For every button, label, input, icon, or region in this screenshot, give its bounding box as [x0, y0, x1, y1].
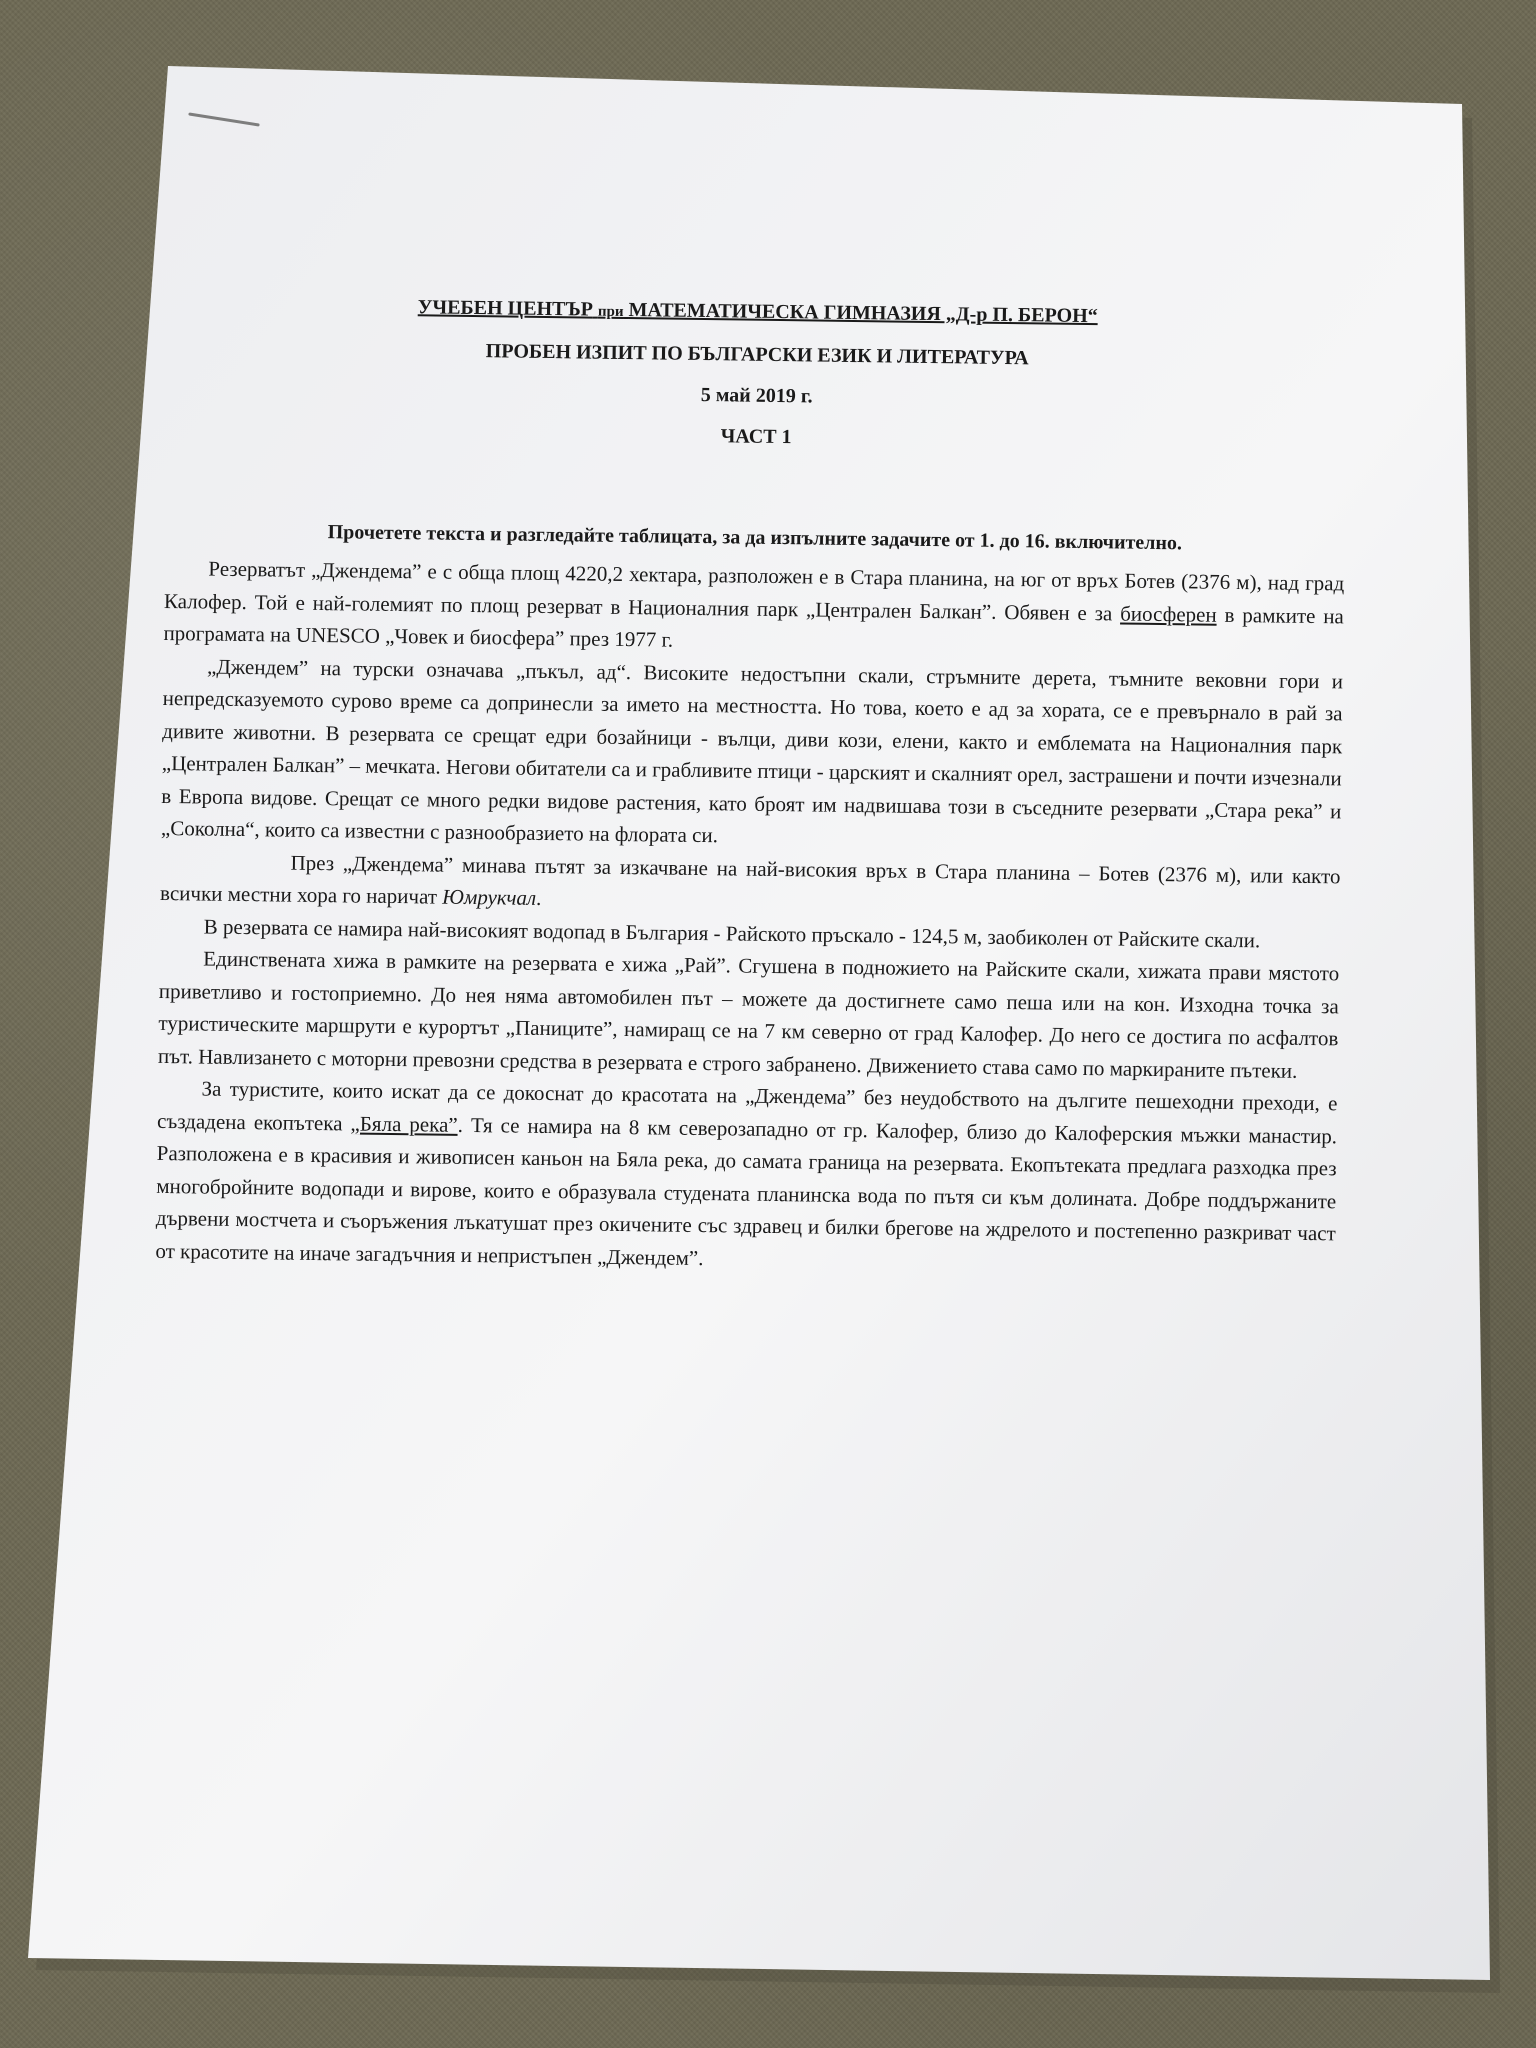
header-preposition: при — [597, 303, 624, 320]
instruction: Прочетете текста и разгледайте таблицата, за да изпълните задачите от 1. до 16. включително. — [327, 521, 1183, 555]
header-exam-title: ПРОБЕН ИЗПИТ ПО БЪЛГАРСКИ ЕЗИК И ЛИТЕРАТУРА — [485, 340, 1029, 370]
underlined-phrase: „Бяла река” — [350, 1110, 458, 1137]
italic-word: Юмрукчал — [442, 884, 537, 910]
paragraph-6-text-a: За туристите, които искат да се докоснат до красотата на „Джендема” без неудобството на дългите пешеходни преходи, е създадена екопътека — [156, 1076, 1338, 1135]
paragraph-2: „Джендем” на турски означава „пъкъл, ад“. Високите недостъпни скали, стръмните дерета, тъмните вековни гори и непредсказуемото сурово време са допринесли за името на местността. Но това, което е ад за хората, се е превърнало в рай за дивите животни. В резервата се срещат едри бозайници - вълци, диви кози, елени, както и емблемата на Националния парк „Централен Балкан” – мечката. Негови обитатели са и грабливите птици - царският и скалният орел, застрашени и почти изчезнали в Европа видове. Срещат се много редки видове растения, като броят им надвишава този в съседните резервати „Стара река” и „Соколна“, които са известни с разнообразието на флората си. — [160, 654, 1344, 848]
header-school: МАТЕМАТИЧЕСКА ГИМНАЗИЯ „Д-р П. БЕРОН“ — [628, 299, 1098, 328]
underlined-word: биосферен — [1120, 600, 1217, 627]
paragraph-3-text-c: . — [535, 885, 542, 910]
paragraph-1-text-c: в рамките на програмата на UNESCO „Човек и биосфера” през 1977 г. — [163, 602, 1345, 652]
header-center: УЧЕБЕН ЦЕНТЪР — [417, 296, 594, 321]
paragraph-4: В резервата се намира най-високият водопад в България - Райското пръскало - 124,5 м, заобиколен от Райските скали. — [203, 914, 1261, 952]
document-body — [155, 292, 1348, 1282]
header-date: 5 май 2019 г. — [700, 383, 813, 408]
paragraph-3-text-a: През „Джендема” минава пътят за изкачване на най-високия връх в Стара планина – Ботев (2376 м), или както всички местни хора го наричат — [159, 850, 1341, 909]
paragraph-5: Единствената хижа в рамките на резервата е хижа „Рай”. Сгушена в подножието на Райските скали, хижата прави мястото приветливо и гостоприемно. До нея няма автомобилен път – можете да достигнете само пеша или на кон. Изходна точка за туристическите маршрути е курортът „Паниците”, намиращ се на 7 км северно от град Калофер. До него се достига по асфалтов път. Навлизането с моторни превозни средства в резервата е строго забранено. Движението става само по маркираните пътеки. — [157, 946, 1340, 1083]
header-part: ЧАСТ 1 — [720, 425, 792, 449]
paragraph-6-text-c: . Тя се намира на 8 км северозападно от гр. Калофер, близо до Калоферския мъжки манастир. Разположена е в красивия и живописен каньон на Бяла река, до самата граница на резервата. Екопътеката предлага разходка през многобройните водопади и вирове, които е образувала студената планинска вода по пътя си към долината. Добре поддържаните дървени мостчета и съоръжения лъкатушат през окичените със здравец и билки брегове на ждрелото и постепенно разкриват част от красотите на иначе загадъчния и непристъпен „Джендем”. — [155, 1112, 1338, 1270]
paragraph-1-text-a: Резерватът „Джендема” е с обща площ 4220,2 хектара, разположен е в Стара планина, на юг от връх Ботев (2376 м), над град Калофер. Той е най-големият по площ резерват в Националния парк „Централен Балкан”. Обявен е за — [163, 556, 1345, 625]
paragraph-6 — [155, 1072, 1337, 1282]
paragraph-1 — [163, 552, 1344, 665]
